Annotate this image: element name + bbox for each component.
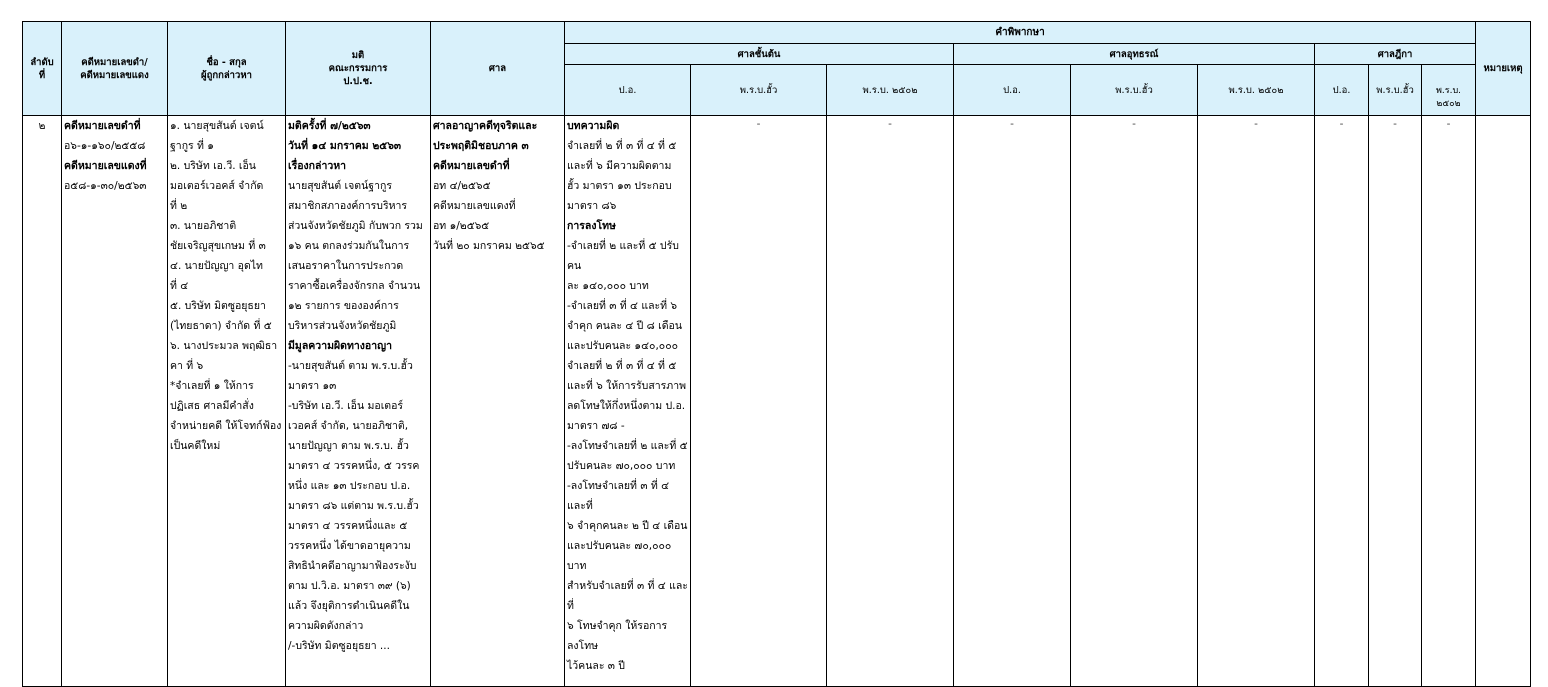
text-line: ราคาซื้อเครื่องจักรกล จำนวน — [288, 280, 421, 292]
text-line: -จำเลยที่ ๒ และที่ ๕ ปรับคน — [567, 240, 679, 272]
text-line: ปรับคนละ ๗๐,๐๐๐ บาท — [567, 460, 676, 472]
text-line: คดีหมายเลขดำที่ — [64, 120, 141, 132]
text-line: มาตรา ๑๓ — [288, 380, 337, 392]
text-line: ความผิดดังกล่าว — [288, 620, 364, 632]
text-line: การลงโทษ — [567, 220, 616, 232]
text-line: จำคุก คนละ ๔ ปี ๘ เดือน — [567, 320, 682, 332]
text-line: สิทธินำคดีอาญามาฟ้องระงับ — [288, 560, 417, 572]
header-first-collusion-act: พ.ร.บ.ฮั้ว — [691, 65, 827, 116]
text-line: คดีหมายเลขแดงที่ — [433, 200, 516, 212]
text-line: *จำเลยที่ ๑ ให้การ — [170, 380, 254, 392]
text-line: ๓. นายอภิชาติ — [170, 220, 237, 232]
text-line: ๖ โทษจำคุก ให้รอการลงโทษ — [567, 620, 668, 652]
text-line: อ๕๘-๑-๓๐/๒๕๖๓ — [64, 180, 147, 192]
text-line: มาตรา ๘๖ — [567, 200, 617, 212]
text-line: ไว้คนละ ๓ ปี — [567, 660, 625, 672]
text-line: ฮั้ว มาตรา ๑๓ ประกอบ — [567, 180, 672, 192]
text-line: สมาชิกสภาองค์การบริหาร — [288, 200, 408, 212]
judgment-table — [22, 21, 1531, 687]
header-first-po: ป.อ. — [565, 65, 691, 116]
header-first-court: ศาลชั้นต้น — [565, 44, 954, 65]
header-case-no: คดีหมายเลขดำ/ คดีหมายเลขแดง — [62, 22, 168, 116]
cell-appeal-court-act-2502: - — [1198, 116, 1315, 687]
text-line: คดีหมายเลขดำที่ — [433, 160, 510, 172]
text-line: บริหารส่วนจังหวัดชัยภูมิ — [288, 320, 397, 332]
text-line: จำเลยที่ ๒ ที่ ๓ ที่ ๔ ที่ ๕ — [567, 140, 677, 152]
text-line: สำหรับจำเลยที่ ๓ ที่ ๔ และที่ — [567, 580, 688, 612]
text-line: ๖ จำคุกคนละ ๒ ปี ๔ เดือน — [567, 520, 688, 532]
text-line: ศาลอาญาคดีทุจริตและ — [433, 120, 538, 132]
text-line: มาตรา ๗๘ - — [567, 420, 625, 432]
header-remarks: หมายเหตุ — [1476, 22, 1531, 116]
header-nacc-resolution: มติ คณะกรรมการ ป.ป.ช. — [286, 22, 431, 116]
text-line: -ลงโทษจำเลยที่ ๒ และที่ ๕ — [567, 440, 688, 452]
text-line: ฐากูร ที่ ๑ — [170, 140, 214, 152]
text-line: วันที่ ๒๐ มกราคม ๒๕๖๕ — [433, 240, 545, 252]
header-appeal-po: ป.อ. — [954, 65, 1071, 116]
header-supreme-court: ศาลฎีกา — [1315, 44, 1476, 65]
text-line: เรื่องกล่าวหา — [288, 160, 347, 172]
text-line: คดีหมายเลขแดงที่ — [64, 160, 147, 172]
text-line: ชัยเจริญสุขเกษม ที่ ๓ — [170, 240, 266, 252]
text-line: อ๖-๑-๑๖๐/๒๕๕๘ — [64, 140, 146, 152]
cell-supreme-court-collusion-act: - — [1369, 116, 1422, 687]
cell-supreme-court-act-2502: - — [1422, 116, 1476, 687]
header-supreme-act-2502: พ.ร.บ. ๒๕๐๒ — [1422, 65, 1476, 116]
text-line: นายสุขสันต์ เจตน์ฐากูร — [288, 180, 392, 192]
header-appeal-act-2502: พ.ร.บ. ๒๕๐๒ — [1198, 65, 1315, 116]
judgment-table-sheet — [22, 21, 1530, 687]
text-line: มติครั้งที่ ๗/๒๕๖๓ — [288, 120, 371, 132]
cell-remarks — [1476, 116, 1531, 687]
text-line: เสนอราคาในการประกวด — [288, 260, 404, 272]
cell-row-number: ๒ — [23, 116, 62, 687]
header-no: ลำดับ ที่ — [23, 22, 62, 116]
text-line: ที่ ๔ — [170, 280, 189, 292]
text-line: หนึ่ง และ ๑๓ ประกอบ ป.อ. — [288, 480, 411, 492]
text-line: และปรับคนละ ๑๔๐,๐๐๐ — [567, 340, 679, 352]
text-line: อท ๑/๒๕๖๕ — [433, 220, 490, 232]
text-line: ลดโทษให้กึ่งหนึ่งตาม ป.อ. — [567, 400, 686, 412]
text-line: มีมูลความผิดทางอาญา — [288, 340, 392, 352]
text-line: /-บริษัท มิตซูอยุธยา ... — [288, 640, 390, 652]
table-row — [23, 116, 1531, 687]
text-line: ละ ๑๔๐,๐๐๐ บาท — [567, 280, 649, 292]
text-line: อท ๔/๒๕๖๕ — [433, 180, 491, 192]
cell-appeal-court-collusion-act: - — [1071, 116, 1198, 687]
text-line: เป็นคดีใหม่ — [170, 440, 221, 452]
text-line: และที่ ๖ ให้การรับสารภาพ — [567, 380, 687, 392]
text-line: (ไทยธาดา) จำกัด ที่ ๕ — [170, 320, 272, 332]
text-line: มาตรา ๔ วรรคหนึ่งและ ๕ — [288, 520, 408, 532]
text-line: ๑๖ คน ตกลงร่วมกันในการ — [288, 240, 410, 252]
header-first-act-2502: พ.ร.บ. ๒๕๐๒ — [827, 65, 954, 116]
cell-first-court-act-2502: - — [827, 116, 954, 687]
text-line: มาตรา ๔ วรรคหนึ่ง, ๕ วรรค — [288, 460, 420, 472]
text-line: บทความผิด — [567, 120, 620, 132]
header-supreme-po: ป.อ. — [1315, 65, 1369, 116]
cell-appeal-court-po: - — [954, 116, 1071, 687]
text-line: ๒. บริษัท เอ.วี. เอ็น — [170, 160, 256, 172]
text-line: ประพฤติมิชอบภาค ๓ — [433, 140, 529, 152]
text-line: และที่ ๖ มีความผิดตาม — [567, 160, 672, 172]
text-line: -ลงโทษจำเลยที่ ๓ ที่ ๔ และที่ — [567, 480, 670, 512]
cell-accused-names — [168, 116, 286, 687]
text-line: ๖. นางประมวล พฤฒิธา — [170, 340, 278, 352]
text-line: วันที่ ๑๔ มกราคม ๒๕๖๓ — [288, 140, 402, 152]
text-line: เวอคส์ จำกัด, นายอภิชาติ, — [288, 420, 409, 432]
cell-supreme-court-po: - — [1315, 116, 1369, 687]
text-line: ๑. นายสุขสันต์ เจตน์ — [170, 120, 264, 132]
text-line: ที่ ๒ — [170, 200, 188, 212]
cell-court — [431, 116, 565, 687]
text-line: -นายสุขสันต์ ตาม พ.ร.บ.ฮั้ว — [288, 360, 413, 372]
cell-first-court-po — [565, 116, 691, 687]
text-line: นายปัญญา ตาม พ.ร.บ. ฮั้ว — [288, 440, 409, 452]
cell-nacc-resolution — [286, 116, 431, 687]
text-line: คา ที่ ๖ — [170, 360, 204, 372]
text-line: และปรับคนละ ๗๐,๐๐๐ บาท — [567, 540, 672, 572]
text-line: -บริษัท เอ.วี. เอ็น มอเตอร์ — [288, 400, 404, 412]
cell-first-court-collusion-act: - — [691, 116, 827, 687]
text-line: จำเลยที่ ๒ ที่ ๓ ที่ ๔ ที่ ๕ — [567, 360, 677, 372]
header-appeal-collusion-act: พ.ร.บ.ฮั้ว — [1071, 65, 1198, 116]
text-line: จำหน่ายคดี ให้โจทก์ฟ้อง — [170, 420, 282, 432]
text-line: มาตรา ๘๖ แต่ตาม พ.ร.บ.ฮั้ว — [288, 500, 419, 512]
header-supreme-collusion-act: พ.ร.บ.ฮั้ว — [1369, 65, 1422, 116]
text-line: ส่วนจังหวัดชัยภูมิ กับพวก รวม — [288, 220, 423, 232]
text-line: ปฏิเสธ ศาลมีคำสั่ง — [170, 400, 254, 412]
text-line: ๔. นายปัญญา อุดไท — [170, 260, 263, 272]
text-line: ๕. บริษัท มิตซูอยุธยา — [170, 300, 266, 312]
header-accused-name: ชื่อ - สกุล ผู้ถูกกล่าวหา — [168, 22, 286, 116]
text-line: แล้ว จึงยุติการดำเนินคดีใน — [288, 600, 410, 612]
header-appeal-court: ศาลอุทธรณ์ — [954, 44, 1315, 65]
text-line: -จำเลยที่ ๓ ที่ ๔ และที่ ๖ — [567, 300, 678, 312]
header-court: ศาล — [431, 22, 565, 116]
text-line: วรรคหนึ่ง ได้ขาดอายุความ — [288, 540, 411, 552]
text-line: มอเตอร์เวอคส์ จำกัด — [170, 180, 264, 192]
header-judgment: คำพิพากษา — [565, 22, 1476, 44]
text-line: ตาม ป.วิ.อ. มาตรา ๓๙ (๖) — [288, 580, 411, 592]
text-line: ๑๒ รายการ ขององค์การ — [288, 300, 399, 312]
cell-case-number — [62, 116, 168, 687]
